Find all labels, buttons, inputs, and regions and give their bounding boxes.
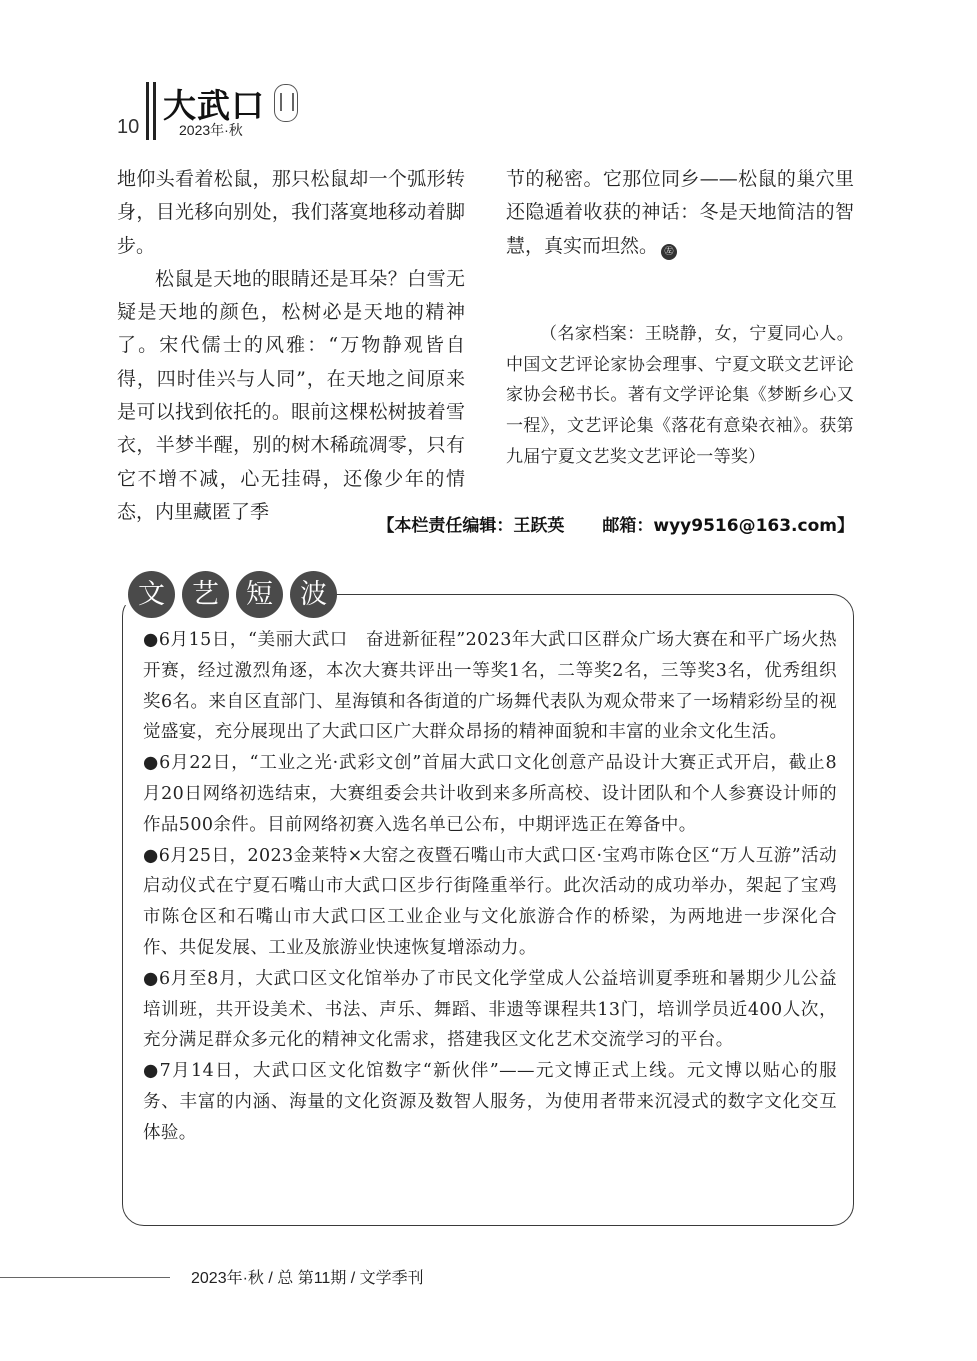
- article-right-column: [506, 163, 854, 473]
- magazine-issue: 2023年·秋: [179, 122, 243, 138]
- section-title-char: 短: [236, 571, 283, 618]
- page-number: 10: [117, 116, 140, 138]
- magazine-title: 大武口: [163, 86, 265, 125]
- news-item: ●7月14日，大武口区文化馆数字“新伙伴”——元文博正式上线。元文博以贴心的服务、丰富的内涵、海量的文化资源及数智人服务，为使用者带来沉浸式的数字文化交互体验。: [143, 1061, 837, 1143]
- end-mark-icon: ㊧: [661, 244, 677, 260]
- section-title: [128, 571, 337, 618]
- news-item: ●6月15日，“美丽大武口 奋进新征程”2023年大武口区群众广场大赛在和平广场火热开赛，经过激烈角逐，本次大赛共评出一等奖1名，二等奖2名，三等奖3名，优秀组织奖6名。来自区直部门、星海镇和各街道的广场舞代表队为观众带来了一场精彩纷呈的视觉盛宴，充分展现出了大武口区广大群众昂扬的精神面貌和丰富的业余文化生活。: [143, 630, 837, 743]
- news-item: ●6月至8月，大武口区文化馆举办了市民文化学堂成人公益培训夏季班和暑期少儿公益培训班，共开设美术、书法、声乐、舞蹈、非遗等课程共13门，培训学员近400人次，充分满足群众多元化的精神文化需求，搭建我区文化艺术交流学习的平台。: [143, 968, 837, 1051]
- editor-name: 【本栏责任编辑：王跃英: [377, 516, 565, 536]
- header-divider: [153, 82, 156, 140]
- section-title-char: 波: [290, 571, 337, 618]
- editor-email: 邮箱：wyy9516@163.com】: [602, 516, 854, 536]
- article-paragraph: 地仰头看着松鼠，那只松鼠却一个弧形转身，目光移向别处，我们落寞地移动着脚步。: [117, 168, 465, 257]
- author-bio: （名家档案：王晓静，女，宁夏同心人。中国文艺评论家协会理事、宁夏文联文艺评论家协会秘书长。著有文学评论集《梦断乡心又一程》，文艺评论集《落花有意染衣袖》。获第九届宁夏文艺奖文艺评论一等奖）: [506, 323, 854, 468]
- article-paragraph: 松鼠是天地的眼睛还是耳朵？白雪无疑是天地的颜色，松树必是天地的精神了。宋代儒士的风雅：“万物静观皆自得，四时佳兴与人同”，在天地之间原来是可以找到依托的。眼前这棵松树披着雪衣，半梦半醒，别的树木稀疏凋零，只有它不增不减，心无挂碍，还像少年的情态，内里藏匿了季: [117, 267, 465, 523]
- footer-rule: [0, 1277, 170, 1278]
- editor-credit: [117, 511, 854, 536]
- article-left-column: [117, 163, 465, 529]
- section-title-char: 文: [128, 571, 175, 618]
- news-list: [143, 625, 837, 1149]
- page-footer: 2023年·秋 / 总 第11期 / 文学季刊: [191, 1270, 424, 1287]
- header-divider: [146, 82, 149, 140]
- news-item: ●6月25日，2023金莱特×大窑之夜暨石嘴山市大武口区·宝鸡市陈仓区“万人互游”活动启动仪式在宁夏石嘴山市大武口区步行街隆重举行。此次活动的成功举办，架起了宝鸡市陈仓区和石嘴山市大武口区工业企业与文化旅游合作的桥梁，为两地进一步深化合作、共促发展、工业及旅游业快速恢复增添动力。: [143, 845, 837, 958]
- article-paragraph: [506, 163, 854, 263]
- seal-logo-icon: [274, 84, 298, 122]
- section-title-char: 艺: [182, 571, 229, 618]
- news-item: ●6月22日，“工业之光·武彩文创”首届大武口文化创意产品设计大赛正式开启，截止8月20日网络初选结束，大赛组委会共计收到来多所高校、设计团队和个人参赛设计师的作品500余件。目前网络初赛入选名单已公布，中期评选正在筹备中。: [143, 753, 837, 835]
- article-paragraph-text: 节的秘密。它那位同乡——松鼠的巢穴里还隐遁着收获的神话：冬是天地简洁的智慧，真实而坦然。: [506, 168, 854, 257]
- page-header: [117, 78, 417, 140]
